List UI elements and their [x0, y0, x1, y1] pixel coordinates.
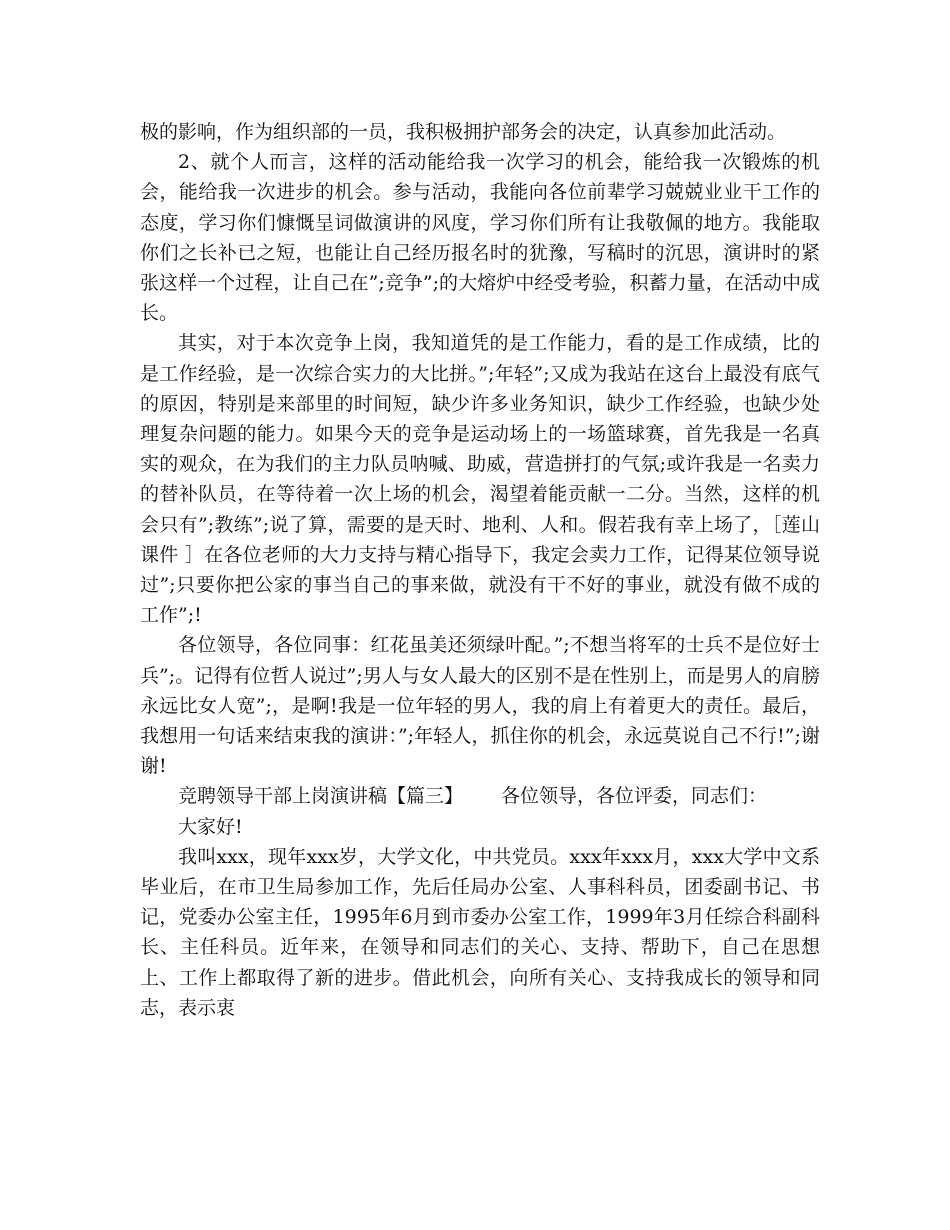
greeting: 大家好!	[178, 815, 243, 838]
paragraph-self-introduction: 我叫xxx，现年xxx岁，大学文化，中共党员。xxx年xxx月，xxx大学中文系毕业后，在市卫生局参加工作，先后任局办公室、人事科科员，团委副书记、书记，党委办公室主任，1995年6月到市委办公室工作，1999年3月任综合科副科长、主任科员。近年来，在领导和同志们的关心、支持、帮助下，自己在思想上、工作上都取得了新的进步。借此机会，向所有关心、支持我成长的领导和同志，表示衷	[140, 845, 820, 1019]
salutation: 各位领导，各位评委，同志们：	[501, 785, 768, 808]
section-heading-line	[140, 781, 820, 811]
paragraph-closing: 各位领导，各位同事：红花虽美还须绿叶配。”;不想当将军的士兵不是位好士兵”;。记得有位哲人说过”;男人与女人最大的区别不是在性别上，而是男人的肩膀永远比女人宽”;，是啊!我是一位年轻的男人，我的肩上有着更大的责任。最后，我想用一句话来结束我的演讲：”;年轻人，抓住你的机会，永远莫说自己不行!”;谢谢!	[140, 634, 820, 778]
document-page	[140, 117, 820, 1023]
paragraph-personal-opportunity: 2、就个人而言，这样的活动能给我一次学习的机会，能给我一次锻炼的机会，能给我一次进步的机会。参与活动，我能向各位前辈学习兢兢业业干工作的态度，学习你们慷慨呈词做演讲的风度，学习你们所有让我敬佩的地方。我能取你们之长补已之短，也能让自己经历报名时的犹豫，写稿时的沉思，演讲时的紧张这样一个过程，让自己在”;竞争”;的大熔炉中经受考验，积蓄力量，在活动中成长。	[140, 151, 820, 325]
paragraph-continuation: 极的影响，作为组织部的一员，我积极拥护部务会的决定，认真参加此活动。	[140, 121, 787, 143]
paragraph-competition: 其实，对于本次竞争上岗，我知道凭的是工作能力，看的是工作成绩，比的是工作经验，是一次综合实力的大比拼。”;年轻”;又成为我站在这台上最没有底气的原因，特别是来部里的时间短，缺少许多业务知识，缺少工作经验，也缺少处理复杂问题的能力。如果今天的竞争是运动场上的一场篮球赛，首先我是一名真实的观众，在为我们的主力队员呐喊、助威，营造拼打的气氛;或许我是一名卖力的替补队员，在等待着一次上场的机会，渴望着能贡献一二分。当然，这样的机会只有”;教练”;说了算，需要的是天时、地利、人和。假若我有幸上场了，［莲山 课件 ］在各位老师的大力支持与精心指导下，我定会卖力工作，记得某位领导说过”;只要你把公家的事当自己的事来做，就没有干不好的事业，就没有做不成的工作”;!	[140, 332, 820, 627]
section-title: 竞聘领导干部上岗演讲稿【篇三】	[178, 785, 464, 808]
